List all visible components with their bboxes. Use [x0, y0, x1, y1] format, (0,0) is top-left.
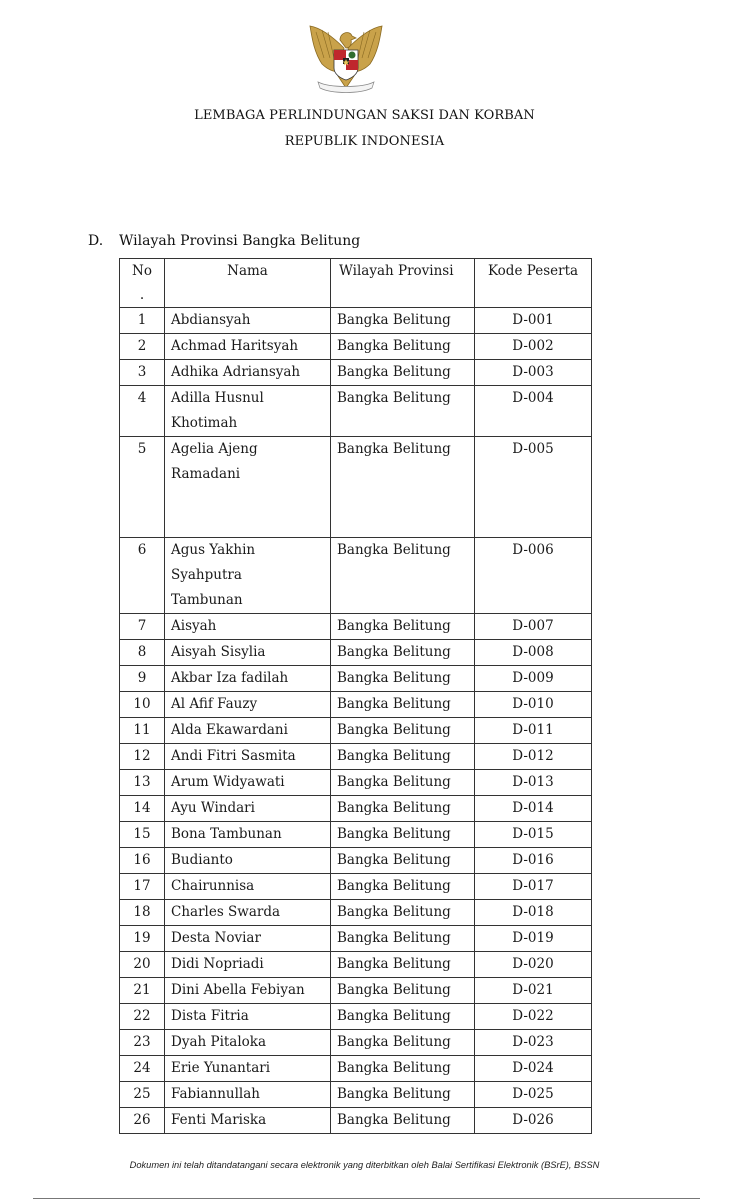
participant-code: D-002: [475, 334, 592, 360]
participant-name: Akbar Iza fadilah: [165, 666, 331, 692]
participant-code: D-023: [475, 1030, 592, 1056]
table-row: [120, 1004, 592, 1030]
row-number: 26: [120, 1108, 165, 1134]
participant-province: Bangka Belitung: [331, 744, 475, 770]
row-number: 19: [120, 926, 165, 952]
garuda-emblem-icon: [304, 18, 388, 98]
participant-province: Bangka Belitung: [331, 770, 475, 796]
table-row: [120, 770, 592, 796]
participant-name: Dista Fitria: [165, 1004, 331, 1030]
table-row: [120, 640, 592, 666]
participant-name: Chairunnisa: [165, 874, 331, 900]
participant-name: Bona Tambunan: [165, 822, 331, 848]
row-number: 5: [120, 437, 165, 538]
row-number: 17: [120, 874, 165, 900]
participant-code: D-003: [475, 360, 592, 386]
row-number: 22: [120, 1004, 165, 1030]
participant-code: D-021: [475, 978, 592, 1004]
table-row: [120, 692, 592, 718]
table-row: [120, 1056, 592, 1082]
table-row: [120, 360, 592, 386]
participant-province: Bangka Belitung: [331, 360, 475, 386]
table-row: [120, 900, 592, 926]
participant-name: Fenti Mariska: [165, 1108, 331, 1134]
section-heading: [88, 233, 360, 249]
participant-name: Adhika Adriansyah: [165, 360, 331, 386]
participant-province: Bangka Belitung: [331, 1082, 475, 1108]
participant-province: Bangka Belitung: [331, 614, 475, 640]
table-row: [120, 874, 592, 900]
participant-code: D-011: [475, 718, 592, 744]
participant-name: Dyah Pitaloka: [165, 1030, 331, 1056]
participant-code: D-017: [475, 874, 592, 900]
table-row: [120, 1030, 592, 1056]
row-number: 3: [120, 360, 165, 386]
participant-province: Bangka Belitung: [331, 1030, 475, 1056]
table-body: [120, 308, 592, 1134]
table-row: [120, 437, 592, 538]
participant-code: D-008: [475, 640, 592, 666]
row-number: 12: [120, 744, 165, 770]
table-row: [120, 848, 592, 874]
participant-name: Agus Yakhin Syahputra Tambunan: [165, 538, 331, 614]
participant-name: Budianto: [165, 848, 331, 874]
participant-province: Bangka Belitung: [331, 822, 475, 848]
row-number: 1: [120, 308, 165, 334]
table-row: [120, 1108, 592, 1134]
participant-name: Abdiansyah: [165, 308, 331, 334]
table-row: [120, 666, 592, 692]
table-row: [120, 386, 592, 437]
table-row: [120, 308, 592, 334]
row-number: 4: [120, 386, 165, 437]
participant-code: D-004: [475, 386, 592, 437]
participant-name: Charles Swarda: [165, 900, 331, 926]
participant-code: D-016: [475, 848, 592, 874]
participant-name: Ayu Windari: [165, 796, 331, 822]
section-title: Wilayah Provinsi Bangka Belitung: [119, 233, 361, 249]
row-number: 24: [120, 1056, 165, 1082]
column-header-name: Nama: [165, 259, 331, 308]
participant-code: D-020: [475, 952, 592, 978]
participant-name: Alda Ekawardani: [165, 718, 331, 744]
participant-code: D-006: [475, 538, 592, 614]
row-number: 25: [120, 1082, 165, 1108]
participant-code: D-013: [475, 770, 592, 796]
column-header-province: Wilayah Provinsi: [331, 259, 475, 308]
row-number: 16: [120, 848, 165, 874]
row-number: 10: [120, 692, 165, 718]
participant-province: Bangka Belitung: [331, 640, 475, 666]
table-row: [120, 796, 592, 822]
participant-province: Bangka Belitung: [331, 334, 475, 360]
participant-name: Erie Yunantari: [165, 1056, 331, 1082]
participant-code: D-012: [475, 744, 592, 770]
table-row: [120, 718, 592, 744]
participant-province: Bangka Belitung: [331, 538, 475, 614]
row-number: 6: [120, 538, 165, 614]
participant-name: Agelia Ajeng Ramadani: [165, 437, 331, 538]
table-row: [120, 1082, 592, 1108]
row-number: 23: [120, 1030, 165, 1056]
participant-province: Bangka Belitung: [331, 718, 475, 744]
participant-name: Al Afif Fauzy: [165, 692, 331, 718]
participant-province: Bangka Belitung: [331, 666, 475, 692]
row-number: 15: [120, 822, 165, 848]
table-row: [120, 334, 592, 360]
participant-code: D-025: [475, 1082, 592, 1108]
organization-country: REPUBLIK INDONESIA: [284, 134, 445, 149]
column-header-no: [120, 259, 165, 308]
row-number: 20: [120, 952, 165, 978]
participant-code: D-005: [475, 437, 592, 538]
participant-province: Bangka Belitung: [331, 848, 475, 874]
participant-code: D-026: [475, 1108, 592, 1134]
footer-divider: [33, 1198, 700, 1199]
table-row: [120, 822, 592, 848]
participant-table: [119, 258, 592, 1134]
participant-province: Bangka Belitung: [331, 1108, 475, 1134]
table-row: [120, 978, 592, 1004]
participant-province: Bangka Belitung: [331, 978, 475, 1004]
row-number: 9: [120, 666, 165, 692]
section-letter: D.: [88, 233, 104, 249]
participant-code: D-014: [475, 796, 592, 822]
row-number: 7: [120, 614, 165, 640]
participant-name: Fabiannullah: [165, 1082, 331, 1108]
participant-province: Bangka Belitung: [331, 952, 475, 978]
table-header-row: [120, 259, 592, 308]
table-row: [120, 614, 592, 640]
participant-name: Adilla Husnul Khotimah: [165, 386, 331, 437]
row-number: 14: [120, 796, 165, 822]
participant-province: Bangka Belitung: [331, 1056, 475, 1082]
participant-province: Bangka Belitung: [331, 796, 475, 822]
organization-name: LEMBAGA PERLINDUNGAN SAKSI DAN KORBAN: [194, 108, 535, 123]
column-header-no-text: No: [132, 263, 152, 279]
electronic-signature-note: Dokumen ini telah ditandatangani secara elektronik yang diterbitkan oleh Balai Sertifikasi Elektronik (BSrE), BSSN: [129, 1160, 600, 1170]
participant-code: D-018: [475, 900, 592, 926]
row-number: 21: [120, 978, 165, 1004]
participant-code: D-009: [475, 666, 592, 692]
participant-province: Bangka Belitung: [331, 386, 475, 437]
row-number: 13: [120, 770, 165, 796]
participant-name: Aisyah Sisylia: [165, 640, 331, 666]
participant-code: D-007: [475, 614, 592, 640]
participant-name: Achmad Haritsyah: [165, 334, 331, 360]
participant-province: Bangka Belitung: [331, 437, 475, 538]
row-number: 2: [120, 334, 165, 360]
row-number: 11: [120, 718, 165, 744]
participant-province: Bangka Belitung: [331, 926, 475, 952]
participant-code: D-022: [475, 1004, 592, 1030]
table-row: [120, 538, 592, 614]
participant-province: Bangka Belitung: [331, 692, 475, 718]
participant-code: D-010: [475, 692, 592, 718]
participant-code: D-015: [475, 822, 592, 848]
participant-code: D-024: [475, 1056, 592, 1082]
participant-code: D-019: [475, 926, 592, 952]
participant-name: Andi Fitri Sasmita: [165, 744, 331, 770]
participant-name: Arum Widyawati: [165, 770, 331, 796]
participant-name: Dini Abella Febiyan: [165, 978, 331, 1004]
table-row: [120, 952, 592, 978]
participant-province: Bangka Belitung: [331, 308, 475, 334]
participant-province: Bangka Belitung: [331, 900, 475, 926]
participant-province: Bangka Belitung: [331, 874, 475, 900]
participant-name: Aisyah: [165, 614, 331, 640]
table-row: [120, 926, 592, 952]
column-header-no-dot: .: [139, 287, 145, 303]
participant-province: Bangka Belitung: [331, 1004, 475, 1030]
table-row: [120, 744, 592, 770]
participant-code: D-001: [475, 308, 592, 334]
row-number: 18: [120, 900, 165, 926]
row-number: 8: [120, 640, 165, 666]
participant-name: Didi Nopriadi: [165, 952, 331, 978]
participant-name: Desta Noviar: [165, 926, 331, 952]
column-header-code: Kode Peserta: [475, 259, 592, 308]
